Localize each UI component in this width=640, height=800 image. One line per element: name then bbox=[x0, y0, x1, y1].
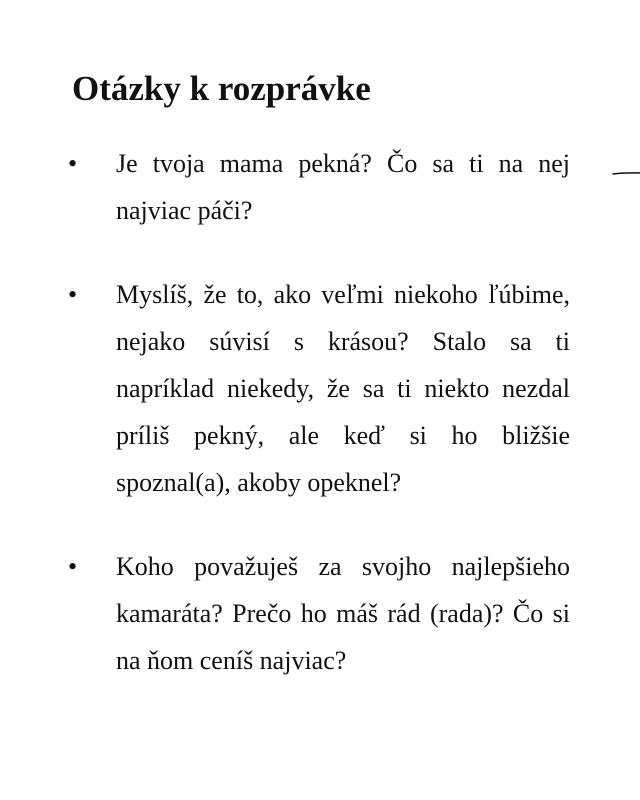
list-item bbox=[0, 543, 640, 684]
margin-dash-mark bbox=[612, 170, 640, 176]
page-title: Otázky k rozprávke bbox=[72, 69, 371, 108]
bullet-icon: • bbox=[68, 280, 78, 309]
question-list bbox=[0, 140, 640, 721]
question-text: Myslíš, že to, ako veľmi niekoho ľúbime, nejako súvisí s krásou? Stalo sa ti napríklad niekedy, že sa ti niekto nezdal príliš pekný, ale keď si ho bližšie spoznal(a), akoby opeknel? bbox=[116, 280, 570, 497]
question-text: Koho považuješ za svojho najlepšieho kamaráta? Prečo ho máš rád (rada)? Čo si na ňom ceníš najviac? bbox=[116, 552, 570, 675]
list-item bbox=[0, 271, 640, 506]
question-text: Je tvoja mama pekná? Čo sa ti na nej najviac páči? bbox=[116, 149, 570, 225]
bullet-icon: • bbox=[68, 552, 78, 581]
bullet-icon: • bbox=[68, 149, 78, 178]
list-item bbox=[0, 140, 640, 234]
